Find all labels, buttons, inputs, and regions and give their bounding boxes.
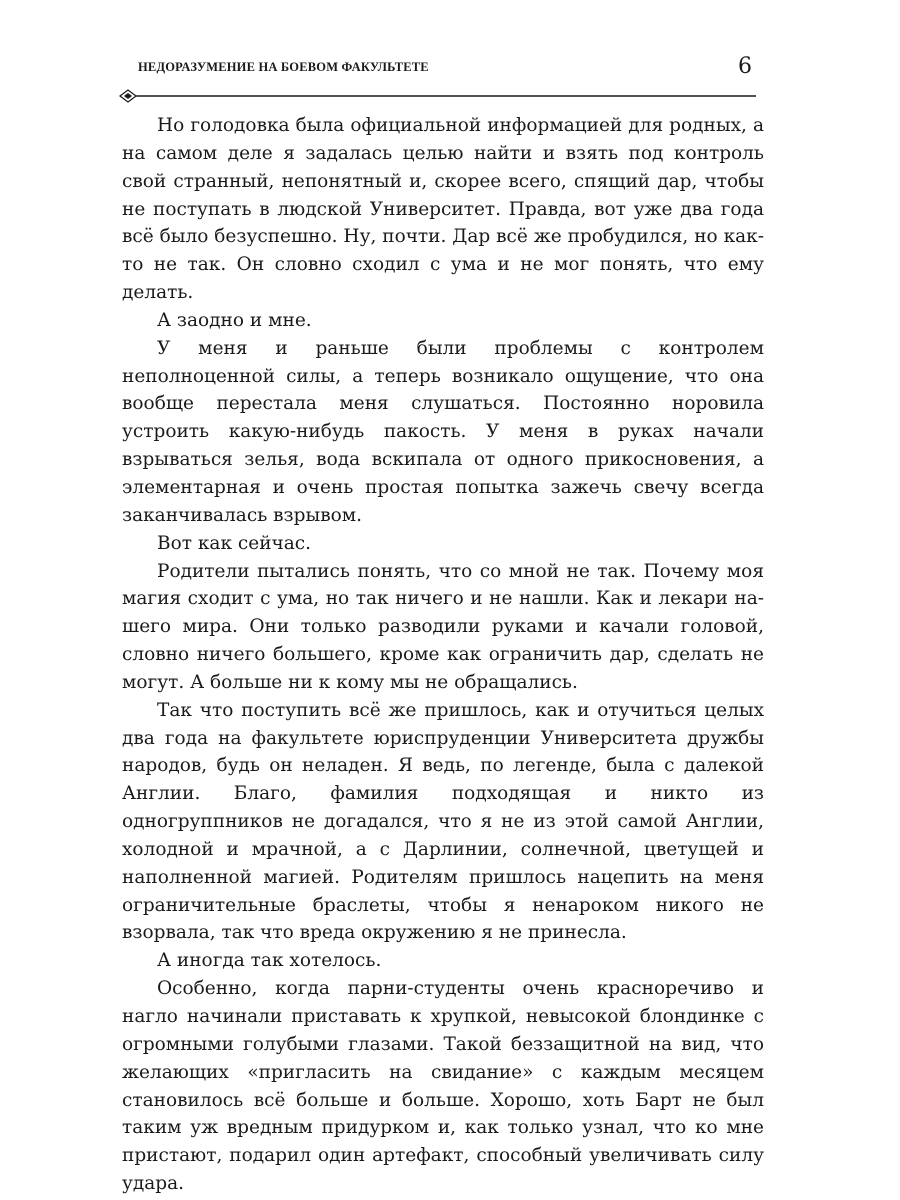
paragraph: У меня и раньше были проблемы с контролем неполноценной силы, а теперь возникало ощущение, что она вообще перестала меня слушаться. Постоянно норовила устроить какую-нибудь пакость. У меня в руках начали взрываться зелья, вода вскипала от одного прикосновения, а элементарная и очень простая попытка зажечь свечу всегда заканчивалась взрывом. xyxy=(122,337,764,526)
running-head: НЕДОРАЗУМЕНИЕ НА БОЕВОМ ФАКУЛЬТЕТЕ xyxy=(138,60,429,74)
paragraph: Так что поступить всё же пришлось, как и отучиться целых два года на факультете юриспруденции Университета дружбы народов, будь он неладен. Я ведь, по легенде, была с далекой Англии. Благо, фамилия подходящая и никто из одногруппников не догадался, что я не из этой самой Англии, холодной и мрачной, а с Дарлинии, солнечной, цветущей и наполненной магией. Родителям пришлось нацепить на меня ограничительные браслеты, чтобы я ненароком никого не взорвала, так что вреда окружению я не принесла. xyxy=(122,699,764,944)
paragraph: А иногда так хотелось. xyxy=(157,950,382,972)
paragraph: Родители пытались понять, что со мной не так. Почему моя магия сходит с ума, но так ничего и не нашли. Как и лекари нашего мира. Они только разводили руками и качали головой, словно ничего большего, кроме как ограничить дар, сделать не могут. А больше ни к кому мы не обращались. xyxy=(122,560,764,693)
paragraph: А заодно и мне. xyxy=(157,309,312,331)
diamond-ornament-icon xyxy=(120,90,136,102)
page-number: 6 xyxy=(738,54,752,79)
paragraph: Особенно, когда парни-студенты очень красноречиво и нагло начинали приставать к хрупкой, невысокой блондинке с огромными голубыми глазами. Такой беззащитной на вид, что желающих «пригласить на свидание» с каждым месяцем становилось всё больше и больше. Хорошо, хоть Барт не был таким уж вредным придурком и, как только узнал, что ко мне пристают, подарил один артефакт, способный увеличивать силу удара. xyxy=(122,978,764,1195)
paragraph: Вот как сейчас. xyxy=(157,532,312,554)
body-text xyxy=(122,112,764,1198)
header-rule xyxy=(118,88,758,104)
paragraph: Но голодовка была официальной информацией для родных, а на самом деле я задалась целью найти и взять под контроль свой странный, непонятный и, скорее всего, спящий дар, чтобы не поступать в людской Университет. Правда, вот уже два года всё было безуспешно. Ну, почти. Дар всё же пробудился, но как-то не так. Он словно сходил с ума и не мог понять, что ему делать. xyxy=(122,115,764,304)
